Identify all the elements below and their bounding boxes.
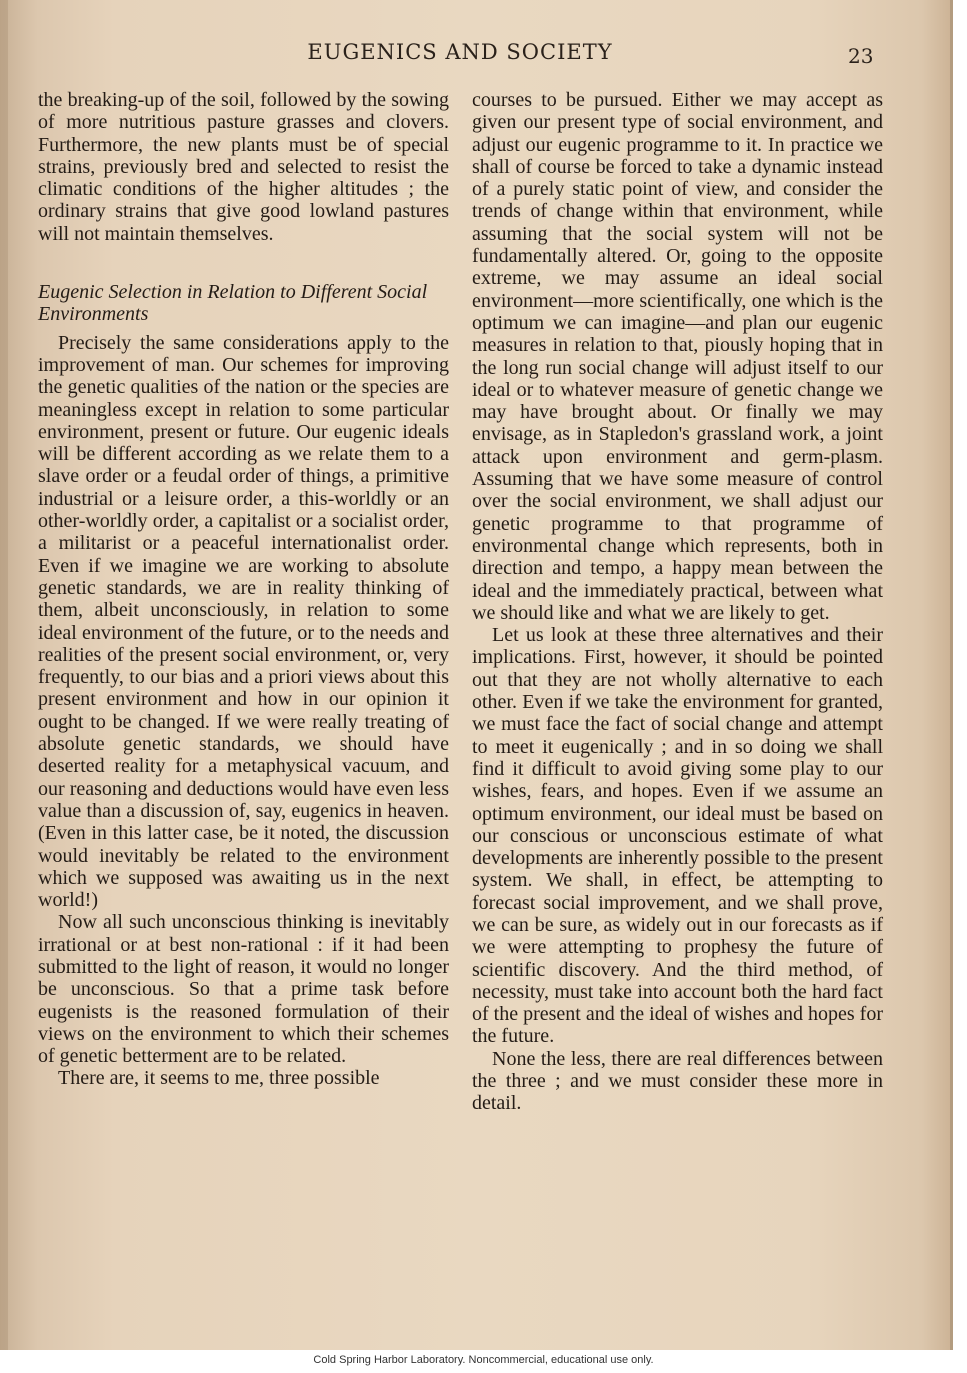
- copyright-footer: Cold Spring Harbor Laboratory. Noncommercial, educational use only.: [313, 1354, 654, 1366]
- page-number: 23: [848, 44, 874, 68]
- paragraph: the breaking-up of the soil, followed by the sowing of more nutritious pasture grasses and clovers. Furthermore, the new plants must be of special strains, previously bred and selected to resist the climatic conditions of the higher altitudes ; the ordinary strains that give good lowland pastures will not maintain themselves.: [38, 89, 449, 245]
- running-title: EUGENICS AND SOCIETY: [307, 40, 613, 64]
- paragraph: Precisely the same considerations apply to the improvement of man. Our schemes for improving the genetic qualities of the nation or the species are meaningless except in relation to some particular environment, present or future. Our eugenic ideals will be different according as we relate them to a slave order or a feudal order of things, a primitive industrial or a leisure order, a this-worldly or an other-worldly order, a capitalist or a socialist order, a militarist or a peaceful internationalist order. Even if we imagine we are working to absolute genetic standards, we are in reality thinking of them, albeit unconsciously, in relation to some ideal environment of the future, or to the needs and realities of the present social environment, or, very frequently, to our bias and a priori views about this present environment and how in our opinion it ought to be changed. If we were really treating of absolute genetic standards, we should have deserted reality for a metaphysical vacuum, and our reasoning and deductions would have even less value than a discussion of, say, eugenics in heaven. (Even in this latter case, be it noted, the discussion would inevitably be related to the environment which we supposed was awaiting us in the next world!): [38, 331, 449, 912]
- paragraph: There are, it seems to me, three possible: [58, 1067, 380, 1090]
- page-gutter-shadow: [0, 0, 8, 1350]
- paragraph: Let us look at these three alternatives and their implications. First, however, it should be pointed out that they are not wholly alternative to each other. Even if we take the environment for granted, we must face the fact of social change and attempt to meet it eugenically ; and in so doing we shall find it difficult to avoid giving some play to our wishes, fears, and hopes. Even if we assume an optimum environment, our ideal must be based on our conscious or unconscious estimate of what developments are inherently possible to the present system. We shall, in effect, be attempting to forecast social improvement, and we shall prove, we can be sure, as widely out in our forecasts as if we were attempting to prophesy the future of scientific discovery. And the third method, of necessity, must take into account both the hard fact of the present and the ideal of wishes and hopes for the future.: [472, 624, 883, 1048]
- paragraph: None the less, there are real differences between the three ; and we must consider these more in detail.: [472, 1047, 883, 1115]
- paragraph: Now all such unconscious thinking is inevitably irrational or at best non-rational : if it had been submitted to the light of reason, it would no longer be unconscious. So that a prime task before eugenists is the reasoned formulation of their views on the environment to which their schemes of genetic betterment are to be related.: [38, 911, 449, 1068]
- section-heading: Eugenic Selection in Relation to Different Social Environments: [38, 281, 428, 326]
- paragraph: courses to be pursued. Either we may accept as given our present type of social environment, and adjust our eugenic programme to it. In practice we shall of course be forced to take a dynamic instead of a purely static point of view, and consider the trends of change within that environment, while assuming that the social system will not be fundamentally altered. Or, going to the opposite extreme, we may assume an ideal social environment—more scientifically, one which is the optimum we can imagine—and plan our eugenic measures in relation to that, piously hoping that in the long run social change will adjust itself to our ideal or to whatever measure of genetic change we may have brought about. Or finally we may envisage, as in Stapledon's grassland work, a joint attack upon environment and germ-plasm. Assuming that we have some measure of control over the social environment, we shall adjust our genetic programme to that programme of environmental change which represents, both in direction and tempo, a happy mean between the ideal and the immediately practical, between what we should like and what we are likely to get.: [472, 89, 883, 624]
- left-column: [38, 89, 449, 1090]
- right-column: [472, 89, 883, 1115]
